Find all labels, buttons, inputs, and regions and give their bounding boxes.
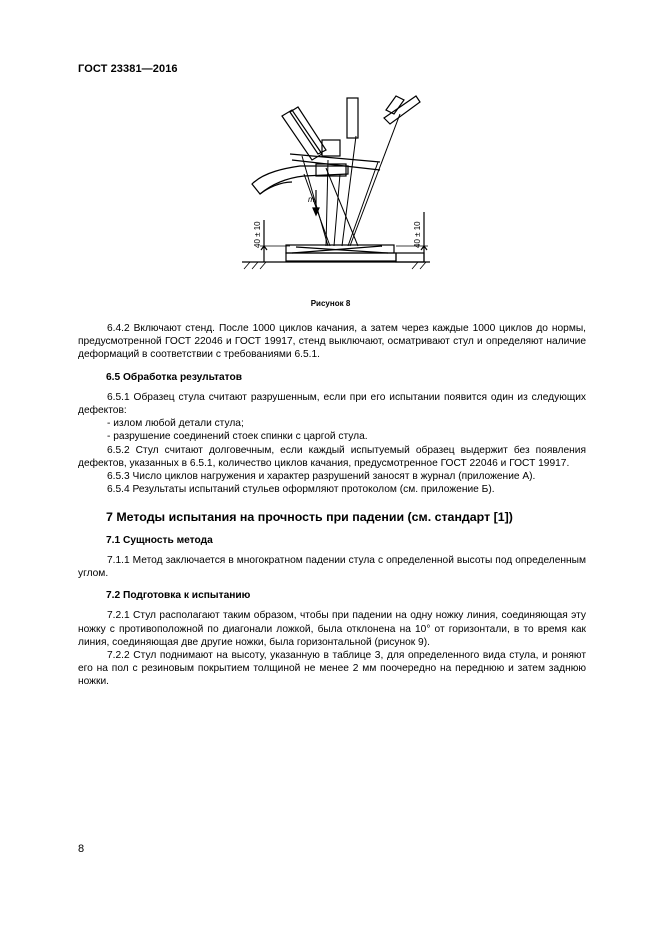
swing-lines: [302, 114, 400, 246]
document-header: ГОСТ 23381—2016: [78, 63, 178, 75]
chair-backrests: [282, 96, 420, 160]
floor-hatching: [242, 262, 430, 269]
paragraph-7-1-1: 7.1.1 Метод заключается в многократном падении стула с определенной высоты под определенным углом.: [78, 554, 586, 580]
paragraph-6-5-1: 6.5.1 Образец стула считают разрушенным, если при его испытании появится один из следующих дефектов:: [78, 391, 586, 417]
figure-caption: Рисунок 8: [310, 299, 351, 308]
figure-8-drawing: [230, 90, 442, 290]
paragraph-6-5-2: 6.5.2 Стул считают долговечным, если каждый испытуемый образец выдержит без появления дефектов, указанных в 6.5.1, количество циклов качания, предусмотренное ГОСТ 22046 и ГОСТ 19917.: [78, 444, 586, 469]
mass-label: m: [308, 195, 315, 204]
document-body: [78, 322, 586, 689]
chair-seat: [252, 154, 380, 194]
list-item-2: - разрушение соединений стоек спинки с царгой стула.: [107, 431, 368, 443]
dimension-lines: [260, 212, 428, 262]
paragraph-6-5-4: 6.5.4 Результаты испытаний стульев оформляют протоколом (см. приложение Б).: [107, 484, 495, 496]
paragraph-6-4-2: 6.4.2 Включают стенд. После 1000 циклов качания, а затем через каждые 1000 циклов до нормы, предусмотренной ГОСТ 22046 и ГОСТ 19917, стенд выключают, осматривают стул и определяют наличие деформаций в соответствии с требованиями 6.5.1.: [78, 323, 586, 361]
base-platform: [286, 245, 424, 262]
dimension-label-left: 40 ± 10: [253, 221, 262, 248]
paragraph-7-2-1: 7.2.1 Стул располагают таким образом, чтобы при падении на одну ножку линия, соединяющая эту ножку с противоположной по диагонали ложкой, была отклонена на 10° от горизонтали, в то время как линия, соединяющая две другие ножки, была горизонтальной (рисунок 9).: [78, 610, 586, 648]
heading-7-2: 7.2 Подготовка к испытанию: [106, 590, 251, 602]
dimension-label-right: 40 ± 10: [413, 221, 422, 248]
list-item-1: - излом любой детали стула;: [107, 418, 244, 430]
heading-7-1: 7.1 Сущность метода: [106, 534, 213, 546]
paragraph-6-5-3: 6.5.3 Число циклов нагружения и характер разрушений заносят в журнал (приложение А).: [107, 471, 536, 483]
paragraph-7-2-2: 7.2.2 Стул поднимают на высоту, указанную в таблице 3, для определенного вида стула, и роняют его на пол с резиновым покрытием толщиной не менее 2 мм поочередно на переднюю и затем заднюю ножки.: [78, 650, 586, 688]
heading-7: 7 Методы испытания на прочность при падении (см. стандарт [1]): [106, 510, 513, 525]
page-number: 8: [78, 843, 85, 855]
heading-6-5: 6.5 Обработка результатов: [106, 371, 243, 383]
chair-rocking-diagram: [230, 90, 442, 290]
